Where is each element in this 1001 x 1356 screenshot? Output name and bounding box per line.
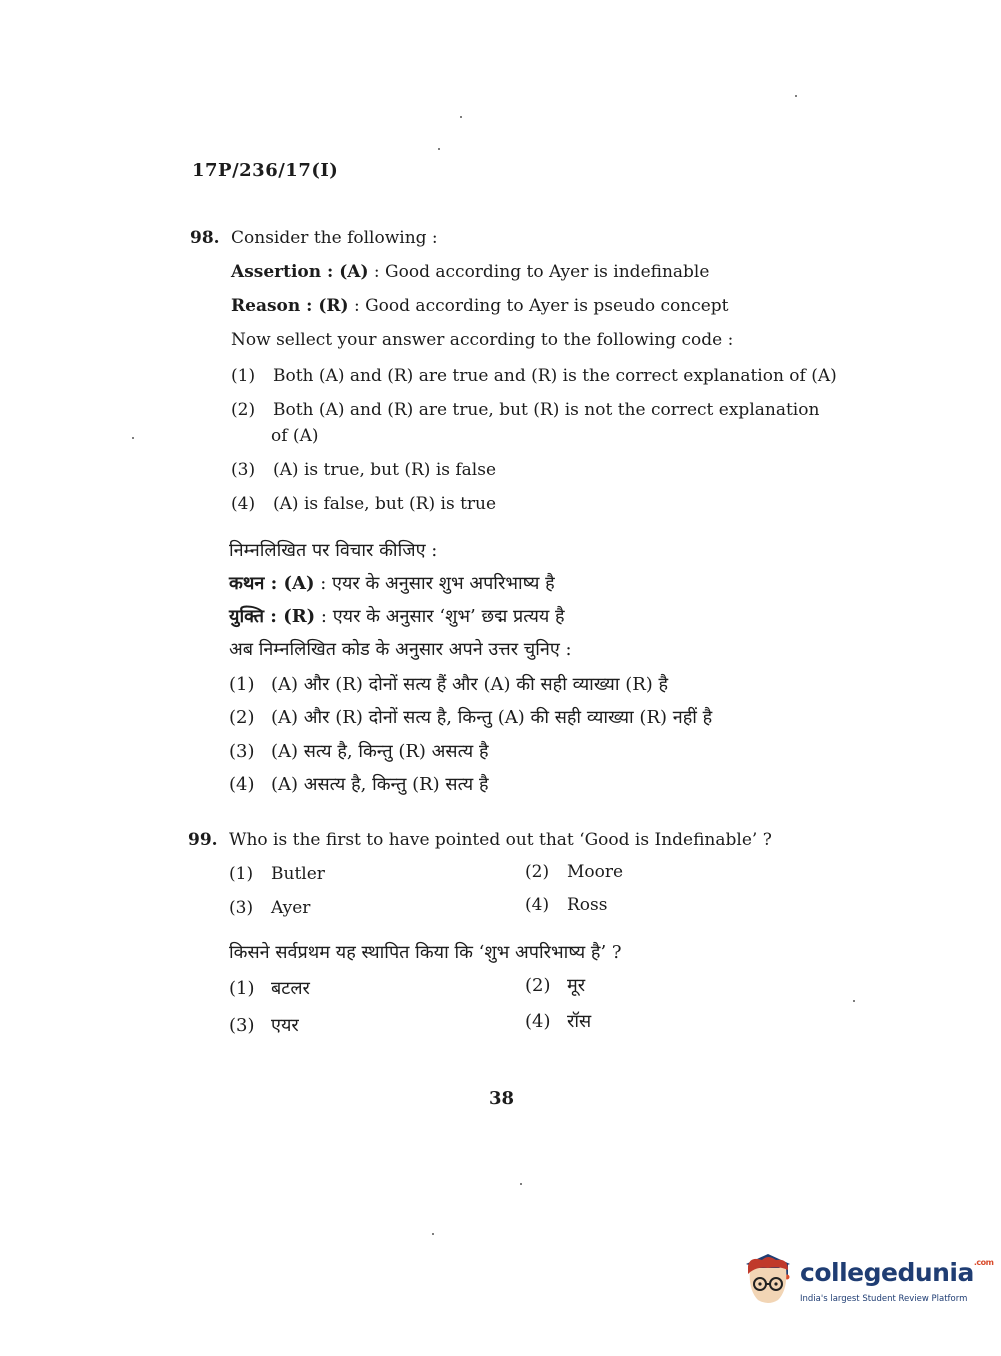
watermark-brand [800, 1258, 994, 1287]
q98-option-2 [231, 400, 819, 420]
q98-reason-text: : Good according to Ayer is pseudo concept [353, 296, 729, 316]
q98-hindi-intro: निम्नलिखित पर विचार कीजिए : [229, 540, 438, 561]
option-text: (A) असत्य है, किन्तु (R) सत्य है [271, 774, 489, 795]
option-number: (3) [229, 898, 254, 918]
q98-option-3 [231, 460, 496, 480]
q99-option-2 [525, 862, 623, 882]
option-number: (2) [525, 862, 550, 882]
paper-code: 17P/236/17(I) [192, 160, 339, 181]
option-text: Butler [271, 864, 325, 884]
q99-hindi-option-2 [525, 973, 585, 997]
option-text: (A) is true, but (R) is false [273, 460, 497, 480]
option-text: Ross [567, 895, 608, 915]
option-text: Both (A) and (R) are true, but (R) is not the correct explanation [273, 400, 820, 420]
hindi-reason-label: युक्ति : (R) [229, 606, 316, 627]
q98-hindi-instruction: अब निम्नलिखित कोड के अनुसार अपने उत्तर चुनिए : [229, 639, 572, 660]
q99-option-1 [229, 864, 325, 884]
scan-speck [132, 437, 134, 439]
q98-reason [231, 296, 728, 316]
q98-assertion [231, 262, 709, 282]
page-number: 38 [489, 1088, 515, 1109]
collegedunia-watermark [740, 1250, 994, 1310]
q98-hindi-option-4 [229, 772, 489, 796]
option-text: (A) is false, but (R) is true [273, 494, 497, 514]
q98-reason-label: Reason : (R) [231, 296, 349, 316]
q98-hindi-assertion [229, 571, 555, 595]
hindi-assertion-label: कथन : (A) [229, 573, 315, 594]
option-text: (A) सत्य है, किन्तु (R) असत्य है [271, 741, 489, 762]
q98-option-1 [231, 366, 837, 386]
option-text: एयर [271, 1015, 299, 1036]
option-text: Moore [567, 862, 624, 882]
option-number: (2) [229, 707, 255, 728]
q98-assertion-text: : Good according to Ayer is indefinable [373, 262, 710, 282]
q98-hindi-option-3 [229, 739, 489, 763]
option-text: (A) और (R) दोनों सत्य है, किन्तु (A) की सही व्याख्या (R) नहीं है [271, 707, 713, 728]
option-number: (2) [231, 400, 256, 420]
hindi-assertion-text: : एयर के अनुसार शुभ अपरिभाष्य है [320, 573, 555, 594]
option-number: (2) [525, 975, 551, 996]
option-number: (3) [229, 1015, 255, 1036]
q98-instruction: Now sellect your answer according to the following code : [231, 330, 734, 350]
option-number: (4) [231, 494, 256, 514]
q99-hindi-question: किसने सर्वप्रथम यह स्थापित किया कि ‘शुभ अपरिभाष्य है’ ? [229, 942, 622, 963]
q98-hindi-option-2 [229, 705, 712, 729]
option-number: (3) [229, 741, 255, 762]
scan-speck [853, 1000, 855, 1002]
q98-option-4 [231, 494, 496, 514]
option-number: (4) [229, 774, 255, 795]
q98-assertion-label: Assertion : (A) [231, 262, 369, 282]
q98-hindi-option-1 [229, 672, 668, 696]
mascot-logo-icon [740, 1250, 796, 1308]
q99-option-3 [229, 898, 310, 918]
option-text: Ayer [271, 898, 311, 918]
scan-speck [520, 1183, 522, 1185]
option-text: Both (A) and (R) are true and (R) is the correct explanation of (A) [273, 366, 837, 386]
q99-hindi-option-3 [229, 1013, 299, 1037]
question-98-intro: Consider the following : [231, 228, 438, 248]
option-number: (4) [525, 1011, 551, 1032]
option-number: (1) [231, 366, 256, 386]
q99-hindi-option-4 [525, 1009, 591, 1033]
option-number: (1) [229, 674, 255, 695]
hindi-reason-text: : एयर के अनुसार ‘शुभ’ छद्म प्रत्यय है [320, 606, 565, 627]
q99-option-4 [525, 895, 607, 915]
q98-option-2-cont: of (A) [271, 426, 319, 446]
scan-speck [438, 148, 440, 150]
option-text: मूर [567, 975, 586, 996]
option-text: (A) और (R) दोनों सत्य हैं और (A) की सही व्याख्या (R) है [271, 674, 669, 695]
scan-speck [460, 116, 462, 118]
option-number: (1) [229, 978, 255, 999]
brand-name: collegedunia [800, 1258, 974, 1287]
scan-speck [795, 95, 797, 97]
watermark-tagline: India's largest Student Review Platform [800, 1294, 968, 1304]
question-99-text: Who is the first to have pointed out that ‘Good is Indefinable’ ? [229, 830, 772, 850]
brand-suffix: .com [973, 1258, 994, 1267]
option-text: रॉस [567, 1011, 592, 1032]
q99-hindi-option-1 [229, 976, 310, 1000]
question-98-number: 98. [190, 228, 220, 248]
option-number: (4) [525, 895, 550, 915]
q98-hindi-reason [229, 604, 565, 628]
question-99-number: 99. [188, 830, 218, 850]
option-number: (3) [231, 460, 256, 480]
scan-speck [432, 1233, 434, 1235]
option-text: बटलर [271, 978, 310, 999]
option-number: (1) [229, 864, 254, 884]
